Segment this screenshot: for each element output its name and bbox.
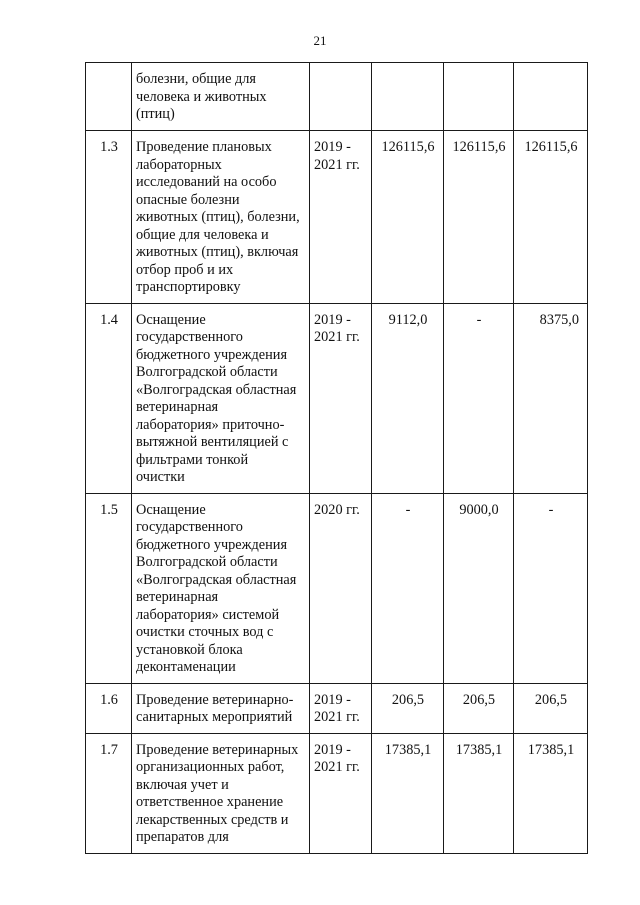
value-cell-1 xyxy=(372,63,444,131)
value-cell-1: 206,5 xyxy=(372,683,444,733)
measure-name-line: вытяжной вентиляцией с xyxy=(136,434,289,450)
period-line: 2019 - xyxy=(314,691,351,708)
measure-name-line: очистки сточных вод с xyxy=(136,624,274,640)
measure-name-line: деконтаменации xyxy=(136,659,236,675)
measure-name-line: бюджетного учреждения xyxy=(136,536,288,553)
measure-name xyxy=(132,733,310,853)
measure-name-line: (птиц) xyxy=(136,106,175,122)
measure-name-line: лаборатория» системой xyxy=(136,606,280,623)
measure-name-line: государственного xyxy=(136,519,243,535)
measure-name-line: болезни, общие для xyxy=(136,71,256,87)
measure-name-line: «Волгоградская областная xyxy=(136,571,297,588)
measure-name-line: исследований на особо xyxy=(136,174,277,190)
measure-name-line: опасные болезни xyxy=(136,191,240,208)
measure-name-line: человека и животных xyxy=(136,88,267,105)
row-number: 1.4 xyxy=(86,303,132,493)
period-line: 2019 - xyxy=(314,139,351,155)
row-number: 1.5 xyxy=(86,493,132,683)
value-cell-1: 9112,0 xyxy=(372,303,444,493)
measure-name-line: лаборатория» приточно- xyxy=(136,416,285,433)
table-row xyxy=(86,131,588,304)
measure-name-line: организационных работ, xyxy=(136,759,285,775)
table-row xyxy=(86,733,588,853)
period-line: 2020 гг. xyxy=(314,501,360,518)
value-cell-3: 126115,6 xyxy=(514,131,588,304)
value-cell-3 xyxy=(514,63,588,131)
value-cell-2: - xyxy=(444,303,514,493)
measure-name-line: Проведение ветеринарно- xyxy=(136,691,294,708)
measure-name xyxy=(132,493,310,683)
value-cell-3: 206,5 xyxy=(514,683,588,733)
measure-name-line: «Волгоградская областная xyxy=(136,381,297,398)
table-row xyxy=(86,303,588,493)
measure-name xyxy=(132,63,310,131)
measure-name-line: санитарных мероприятий xyxy=(136,709,293,725)
period-cell xyxy=(310,131,372,304)
page-number: 21 xyxy=(313,33,327,48)
period-line: 2021 гг. xyxy=(314,329,360,345)
measure-name xyxy=(132,683,310,733)
row-number: 1.7 xyxy=(86,733,132,853)
measure-name-line: ветеринарная xyxy=(136,589,219,605)
table-row xyxy=(86,63,588,131)
value-cell-3: - xyxy=(514,493,588,683)
measure-name-line: лабораторных xyxy=(136,156,222,173)
period-cell xyxy=(310,303,372,493)
value-cell-1: 17385,1 xyxy=(372,733,444,853)
period-line: 2021 гг. xyxy=(314,759,360,775)
row-number: 1.3 xyxy=(86,131,132,304)
value-cell-1: 126115,6 xyxy=(372,131,444,304)
measure-name-line: бюджетного учреждения xyxy=(136,346,288,363)
row-number xyxy=(86,63,132,131)
period-line: 2021 гг. xyxy=(314,156,360,173)
period-cell xyxy=(310,733,372,853)
measure-name-line: включая учет и xyxy=(136,776,229,793)
program-measures-table xyxy=(85,62,588,854)
measure-name-line: Проведение плановых xyxy=(136,139,272,155)
table-row xyxy=(86,493,588,683)
value-cell-2: 206,5 xyxy=(444,683,514,733)
measure-name-line: Волгоградской области xyxy=(136,364,278,380)
value-cell-2: 17385,1 xyxy=(444,733,514,853)
value-cell-3: 8375,0 xyxy=(514,303,588,493)
measure-name-line: фильтрами тонкой xyxy=(136,451,249,468)
period-line: 2021 гг. xyxy=(314,709,360,725)
measure-name-line: Оснащение xyxy=(136,311,206,328)
value-cell-2: 9000,0 xyxy=(444,493,514,683)
period-cell xyxy=(310,683,372,733)
value-cell-3: 17385,1 xyxy=(514,733,588,853)
measure-name-line: Оснащение xyxy=(136,501,206,518)
table-row xyxy=(86,683,588,733)
period-cell xyxy=(310,493,372,683)
measure-name-line: препаратов для xyxy=(136,829,229,845)
measure-name xyxy=(132,131,310,304)
measure-name-line: общие для человека и xyxy=(136,226,269,243)
measure-name-line: животных (птиц), болезни, xyxy=(136,209,300,225)
value-cell-2: 126115,6 xyxy=(444,131,514,304)
measure-name-line: транспортировку xyxy=(136,279,241,295)
value-cell-1: - xyxy=(372,493,444,683)
measure-name-line: очистки xyxy=(136,469,185,485)
measure-name-line: установкой блока xyxy=(136,641,243,658)
measure-name-line: отбор проб и их xyxy=(136,261,234,278)
measure-name xyxy=(132,303,310,493)
measure-name-line: ветеринарная xyxy=(136,399,219,415)
row-number: 1.6 xyxy=(86,683,132,733)
measure-name-line: ответственное хранение xyxy=(136,794,284,810)
value-cell-2 xyxy=(444,63,514,131)
period-line: 2019 - xyxy=(314,311,351,328)
measure-name-line: государственного xyxy=(136,329,243,345)
measure-name-line: животных (птиц), включая xyxy=(136,244,299,260)
period-cell xyxy=(310,63,372,131)
measure-name-line: Проведение ветеринарных xyxy=(136,741,299,758)
measure-name-line: лекарственных средств и xyxy=(136,811,289,828)
measure-name-line: Волгоградской области xyxy=(136,554,278,570)
period-line: 2019 - xyxy=(314,741,351,758)
